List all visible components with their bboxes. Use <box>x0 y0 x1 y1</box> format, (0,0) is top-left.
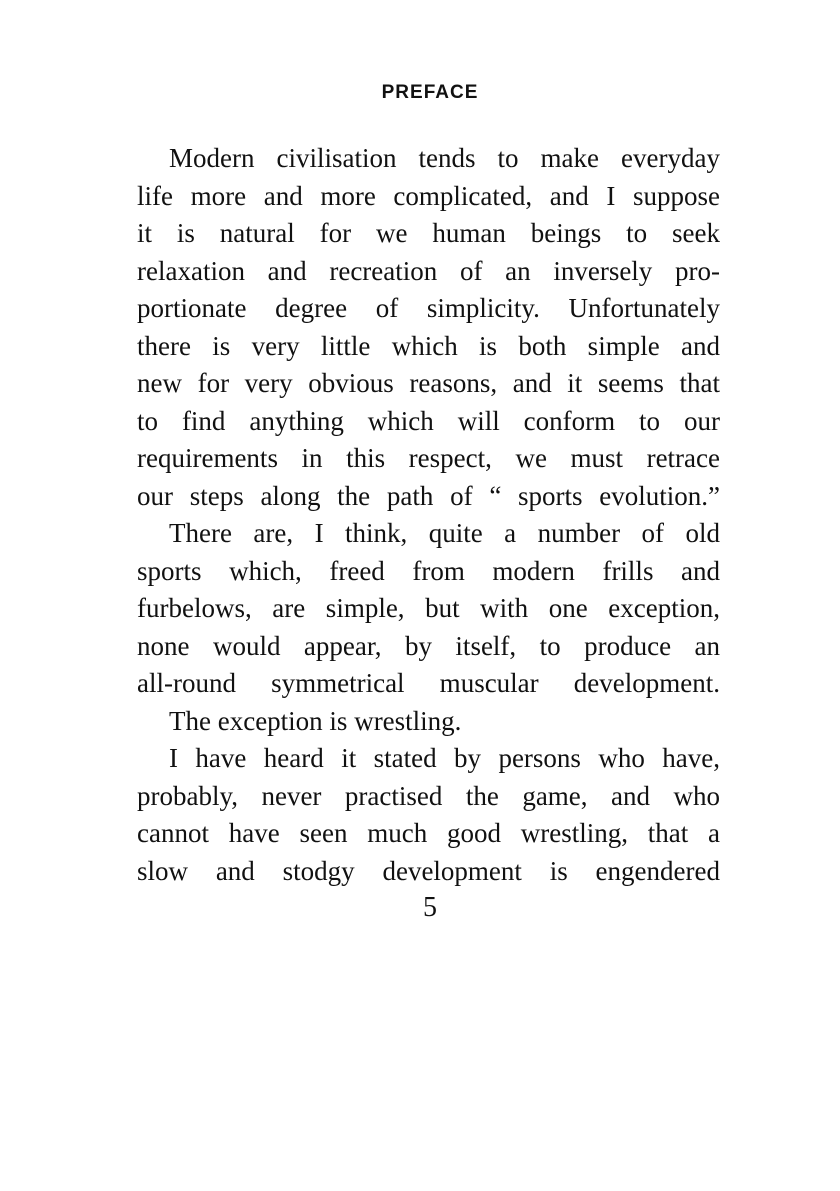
text-line: to find anything which will conform to our <box>137 405 720 436</box>
text-line: There are, I think, quite a number of old <box>169 518 720 548</box>
text-line: it is natural for we human beings to seek <box>137 218 720 248</box>
text-line: sports which, freed from modern frills and <box>137 555 720 586</box>
text-line: portionate degree of simplicity. Unfortunately <box>137 293 720 323</box>
preface-text <box>137 140 720 890</box>
text-line: The exception is wrestling. <box>169 705 462 736</box>
text-line: all-round symmetrical muscular development. <box>137 668 720 698</box>
text-line: none would appear, by itself, to produce an <box>137 630 720 661</box>
text-line: life more and more complicated, and I suppose <box>137 180 720 211</box>
text-line: probably, never practised the game, and who <box>137 780 720 811</box>
page-heading: PREFACE <box>381 82 479 103</box>
text-line: requirements in this respect, we must retrace <box>137 443 720 473</box>
page-number: 5 <box>423 892 437 923</box>
text-line: cannot have seen much good wrestling, that a <box>137 818 720 848</box>
text-line: new for very obvious reasons, and it seems that <box>137 368 720 398</box>
text-line: Modern civilisation tends to make everyday <box>169 143 720 173</box>
text-line: our steps along the path of “ sports evolution.” <box>137 480 720 511</box>
text-line: furbelows, are simple, but with one exception, <box>137 593 720 623</box>
text-line: relaxation and recreation of an inversely pro- <box>137 255 720 286</box>
text-line: there is very little which is both simple and <box>137 330 720 361</box>
text-line: I have heard it stated by persons who have, <box>169 743 720 773</box>
text-line: slow and stodgy development is engendered <box>137 855 720 886</box>
